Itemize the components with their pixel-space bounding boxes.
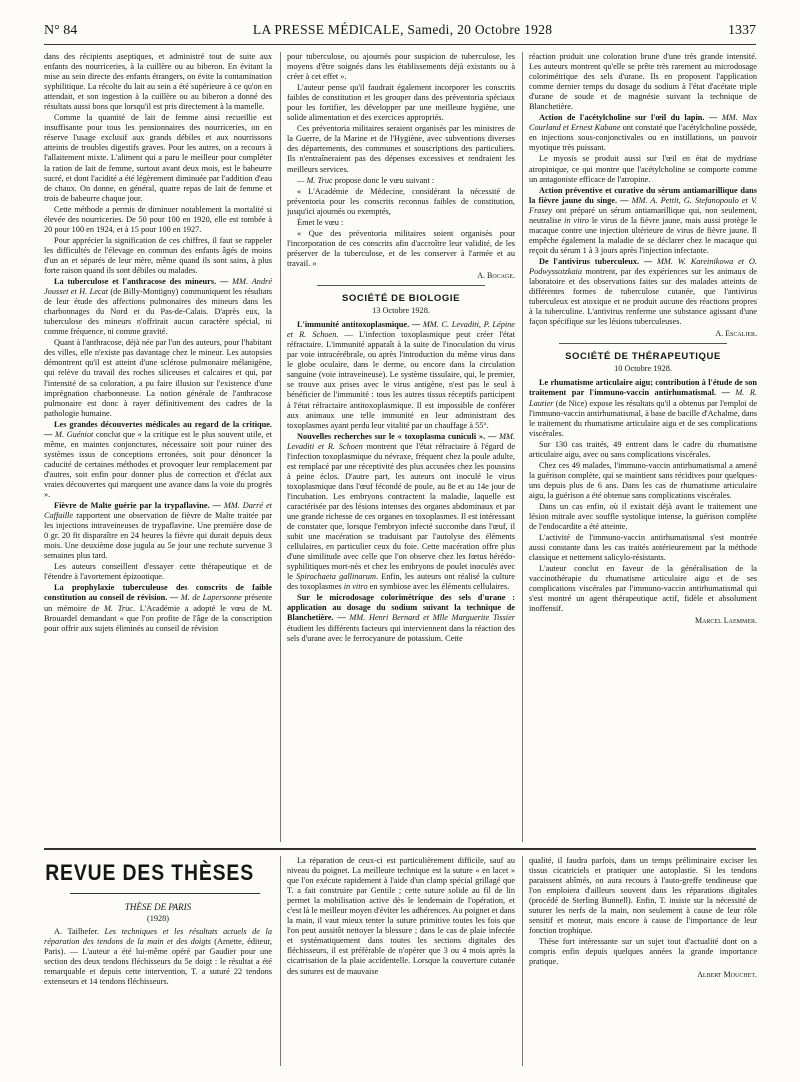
- author-names: MM. Henri Bernard et Mlle Marguerite Tissier: [349, 613, 515, 623]
- article-heading: L'immunité antitoxoplasmique. —: [297, 320, 421, 330]
- paragraph: réaction produit une coloration brune d'une très grande intensité. Les auteurs montrent qu'elle se prête très rarement au microdosage colorimétrique des sels d'urane. Ils en proposent l'application comme dernier temps du dosage du sodium à l'état d'acétate triple d'urane de soude et de magnésie suivant la technique de Blanchetière.: [529, 52, 757, 112]
- paragraph: La réparation de ceux-ci est particulièrement difficile, sauf au niveau du poignet. La meilleure technique est la suture « en lacet » que l'on exécute rapidement à l'aide d'un clamp spécial grillagé que T. a fait construire par Gentile ; cette suture solide au fil de lin permet la mobilisation active dès le lendemain de l'opération, et c'est là le meilleur moyen d'éviter les adhérences. Au poignet et dans la main, il vaut mieux tenter la suture primitive toutes les fois que l'on peut aussitôt nettoyer la blessure ; dans le cas de plaie infectée et systématiquement dans toutes les sections digitales des fléchisseurs, il est préférable de n'opérer que 3 ou 4 mois après la cicatrisation de la plaie accidentelle. Lorsque la couverture cutanée des sutures est de mauvaise: [287, 856, 515, 976]
- latin-term: in vitro: [343, 582, 368, 592]
- article-text: ont préparé un sérum antiamarillique qui, non seulement, neutralise: [529, 205, 757, 225]
- paragraph: dans des récipients aseptiques, et administré tout de suite aux enfants des nourriceries, à la cuillère ou au biberon. En évitant la mise au sein directe des enfants étrangers, on évite la contamination syphilitique. La récolte du lait au sein a été supérieure à ce qu'on en attendait, et son ingestion à la cuillère ou au biberon a donné des résultats aussi bons que lorsqu'il est pris directement à la mamelle.: [44, 52, 272, 112]
- paragraph: Le myosis se produit aussi sur l'œil en état de mydriase atropinique, ce qui montre que l'acétylcholine se comporte comme un antagoniste efficace de l'atropine.: [529, 154, 757, 184]
- article-text: montrent, par des expériences sur les animaux de laboratoire et des observations faites sur des malades atteints de différentes formes de tuberculose cutanée, que l'antivirus tuberculeux est atoxique et ne produit aucune des réactions propres à la tuberculine. L'antivirus renferme une substance agissant d'une façon spécifique sur les lésions tuberculeuses.: [529, 266, 757, 327]
- article-text: . Enfin, les auteurs ont réalisé la culture des toxoplasmes: [287, 572, 515, 592]
- article-text: conclut que « la critique est le plus souvent utile, et même, en maintes conjonctures, nécessaire soit pour ruiner des systèmes issus de conceptions erronées, soit pour dénoncer la caducité de certaines méthodes et provoquer leur remplacement par d'autres, soit enfin pour donner plus de correction et d'éclat aux vraies découvertes qui marquent une avance dans la voie du progrès ».: [44, 429, 272, 500]
- revue-column-3: [529, 856, 757, 1066]
- article-heading: La prophylaxie tuberculeuse des conscrits de faible constitution au conseil de révision. —: [44, 583, 272, 603]
- article-rhumatisme: [529, 378, 757, 438]
- section-date: 13 Octobre 1928.: [372, 306, 430, 316]
- paragraph: [287, 176, 515, 186]
- article-heading: Action préventive et curative du sérum antiamarillique dans la fièvre jaune du singe. —: [529, 185, 757, 205]
- column-3: [529, 52, 757, 842]
- paragraph: pour tuberculose, ou ajournés pour suspicion de tuberculose, les moyens d'être soignés dans les établissements déjà existants ou à créer à cet effet ».: [287, 52, 515, 82]
- paragraph: Thèse fort intéressante sur un sujet tout d'actualité dont on a compris enfin depuis quelques années la grande importance pratique.: [529, 937, 757, 967]
- section-date: 10 Octobre 1928.: [614, 364, 672, 374]
- article-text: (de Billy-Montigny) communiquent les résultats de leur étude des affections pulmonaires des mineurs dans les charbonnages du Nord et du Pas-de-Calais. D'après eux, la tuberculose des mineurs n'offrirait aucun caractère spécial, ni comme fréquence, ni comme gravité.: [44, 287, 272, 337]
- article-acetylcholine: [529, 113, 757, 153]
- signature: Marcel Laemmer.: [694, 616, 757, 626]
- article-heading: Fièvre de Malte guérie par la trypaflavine. —: [54, 501, 221, 511]
- article-heading: Action de l'acétylcholine sur l'œil du lapin. —: [539, 113, 718, 123]
- article-text: — L'infection toxoplasmique peut créer l'état réfractaire. L'immunité apparaît à la suite de l'inoculation du virus par voie intracérébrale, ou après l'introduction du même virus dans le globe oculaire, dans le derme, ou encore dans la circulation sanguine (voie intraveineuse). Le système tissulaire, qui, le premier, se trouve aux prises avec le virus antigène, n'est pas le seul à bénéficier de l'immunité : tous les autres tissus réceptifs participent à l'état réfractaire antitoxoplasmique. Il est impossible de conférer aux animaux une telle immunité en leur administrant des toxoplasmes ayant perdu leur vitalité par un chauffage à 55°.: [287, 330, 515, 430]
- article-malta-fever: [44, 501, 272, 561]
- article-toxoplasma: [287, 432, 515, 593]
- column-divider: [522, 52, 523, 842]
- paragraph: Comme la quantité de lait de femme ainsi recueillie est insuffisante pour tous les pensionnaires des nourriceries, on en réserve l'usage exclusif aux grands débiles et aux nourrissons atteints de troubles digestifs graves. Pour les autres, on a recours à l'allaitement mixte. L'aliment qui a paru le meilleur pour compléter la ration de lait de femme, surtout avant deux mois, est le babeurre sucré, et dont l'acidité a été légèrement diminuée par l'addition d'eau de chaux. On donne, en général, quatre repas de lait de femme et trois de babeurre chaque jour.: [44, 113, 272, 203]
- article-critique: [44, 420, 272, 500]
- article-heading: Nouvelles recherches sur le « toxoplasma cuniculi ». —: [297, 431, 497, 441]
- these-title: Les techniques et les résultats actuels de la réparation des tendons de la main et des doigts: [44, 927, 272, 947]
- article-text: le virus de la fièvre jaune, mais aussi protège le macaque contre une injection ultérieure de virus de fièvre jaune. Il empêche également la maladie de se déclarer chez le macaque qui reçoit du sérum 1 à 3 jours après l'injection infectante.: [529, 215, 757, 255]
- paragraph: Pour apprécier la signification de ces chiffres, il faut se rappeler les difficultés de l'élevage en commun des enfants âgés de moins d'un an et séparés de leur mère, même quand ils sont sains, à plus forte raison quand ils sont débiles ou malades.: [44, 235, 272, 275]
- article-text: présente un mémoire de: [44, 593, 272, 613]
- article-heading: La tuberculose et l'anthracose des mineurs. —: [54, 277, 229, 287]
- these-heading: THÈSE DE PARIS: [124, 902, 192, 912]
- author-names: M. Truc: [103, 603, 133, 613]
- these-text: (Arnette, éditeur, Paris). — L'auteur a été lui-même opéré par Gaudier pour une section des deux tendons fléchisseurs du 5e doigt : le résultat a été remarquable et depuis cette intervention, T. a suturé 22 tendons extenseurs et 14 tendons fléchisseurs.: [44, 937, 272, 987]
- article-text: propose donc le vœu suivant :: [332, 175, 435, 185]
- author-names: MM. C. Levaditi, P. Lépine et R. Schoen.: [287, 320, 515, 340]
- section-heading-biologie: SOCIÉTÉ DE BIOLOGIE: [341, 293, 461, 305]
- author-names: MM. Darré et Caffaille: [44, 501, 272, 521]
- column-1: [44, 52, 272, 842]
- column-2: [287, 52, 515, 842]
- author-names: MM. A. Pettit, G. Stefanopoulo et V. Frasey: [529, 195, 757, 215]
- species-name: Spirochaeta gallinarum: [296, 572, 376, 582]
- article-immunity: [287, 320, 515, 431]
- article-miners: [44, 277, 272, 337]
- article-heading: Les grandes découvertes médicales au regard de la critique. —: [44, 419, 272, 439]
- paragraph: « Que des préventoria militaires soient organisés pour l'incorporation de ces conscrits afin d'accroître leur validité, de les préserver de la tuberculose, et de les conserver à l'armée et au travail. »: [287, 228, 515, 268]
- article-heading: Le rhumatisme articulaire aigu; contribution à l'étude de son traitement par l'immuno-vaccin antirhumatismal. —: [529, 378, 757, 398]
- author-names: MM. Levaditi et R. Schoen: [287, 431, 515, 451]
- page-number-left: N° 84: [44, 23, 78, 38]
- column-divider: [280, 52, 281, 842]
- article-text: ont constaté que l'acétylcholine possède, en injections sous-conjonctivales ou en instillations, un pouvoir myotique très puissant.: [529, 123, 757, 153]
- paragraph: Cette méthode a permis de diminuer notablement la mortalité si élevée des nourriceries. De 50 pour 100 en 1920, elle est tombée à 20 pour 100 en 1924, et à 15 pour 100 en 1927.: [44, 204, 272, 234]
- revue-column-1: [44, 896, 272, 1066]
- paragraph: L'auteur pense qu'il faudrait également incorporer les conscrits faibles de constitution et les grouper dans des préventoria spéciaux pour les fortifier, les développer par une meilleure hygiène, une solide alimentation et des exercices appropriés.: [287, 83, 515, 123]
- paragraph: L'auteur conclut en faveur de la généralisation de la vaccinothérapie du rhumatisme articulaire aigu et de ses complications viscérales par l'immuno-vaccin antirhumatismal qui s'est montré un agent thérapeutique actif, fidèle et absolument inoffensif.: [529, 564, 757, 614]
- paragraph: Chez ces 49 malades, l'immuno-vaccin antirhumatismal a amené la guérison complète, qui se maintient sans récidives pour quelques-uns depuis plus de 6 ans. Dans les cas de rhumatisme articulaire aigu, la guérison a été obtenue sans complications viscérales.: [529, 460, 757, 500]
- article-antivirus: [529, 257, 757, 327]
- author-names: MM. Max Courland et Ernest Kabane: [529, 113, 757, 133]
- author-name: A. Tailhefer.: [54, 927, 99, 937]
- these-entry: [44, 927, 272, 987]
- author-names: M. de Lapersonne: [180, 593, 242, 603]
- paragraph: Les auteurs conseillent d'essayer cette thérapeutique et de l'étendre à l'avortement épizootique.: [44, 562, 272, 582]
- signature: A. Escalier.: [715, 329, 757, 339]
- article-text: (de Nice) expose les résultats qu'il a obtenus par l'emploi de l'immuno-vaccin antirhumatismal, à base de bacille d'Achalme, dans le traitement du rhumatisme articulaire aigu et de ses complications viscérales.: [529, 398, 757, 438]
- article-yellow-fever: [529, 186, 757, 256]
- article-text: en symbiose avec les éléments cellulaires.: [367, 582, 510, 592]
- separator-rule: [317, 285, 485, 286]
- revue-column-2: [287, 856, 515, 1066]
- article-heading: De l'antivirus tuberculeux. —: [539, 256, 653, 266]
- author-names: M. Guéniot: [54, 429, 94, 439]
- author-names: — M. Truc: [297, 175, 333, 185]
- section-heading-therapeutique: SOCIÉTÉ DE THÉRAPEUTIQUE: [565, 351, 721, 363]
- paragraph: « L'Académie de Médecine, considérant la nécessité de préventoria pour les conscrits reconnus faibles de constitution, jusqu'ici ajournés ou exemptés,: [287, 186, 515, 216]
- article-text: étudient les différents facteurs qui interviennent dans la réaction des sels d'urane avec le ferrocyanure de potassium. Cette: [287, 623, 515, 643]
- paragraph: L'activité de l'immuno-vaccin antirhumatismal s'est montrée aussi constante dans les cas traités antérieurement par la méthode classique et nettement salicylo-résistants.: [529, 533, 757, 563]
- signature: A. Bocage.: [477, 270, 515, 280]
- author-names: M. R. Lautier: [529, 388, 757, 408]
- page-header: [44, 22, 756, 45]
- article-text: . L'Académie a adopté le vœu de M. Brouardel demandant « que l'on profite de l'âge de la conscription pour offrir aux sujets éliminés au conseil de révision: [44, 603, 272, 633]
- title-underline: [70, 893, 260, 894]
- article-conscripts: [44, 583, 272, 633]
- paragraph: Émet le vœu :: [297, 217, 344, 227]
- section-divider: [44, 848, 756, 850]
- column-divider: [280, 856, 281, 1066]
- separator-rule: [559, 343, 727, 344]
- paragraph: Ces préventoria militaires seraient organisés par les ministres de la Guerre, de la Marine et de l'Hygiène, avec subventions diverses des départements, des communes et souscriptions des particuliers. Ils n'entraîneraient pas des dépenses excessives et rendraient les meilleurs services.: [287, 124, 515, 174]
- newspaper-title: LA PRESSE MÉDICALE, Samedi, 20 Octobre 1928: [252, 22, 553, 37]
- paragraph: qualité, il faudra parfois, dans un temps préliminaire exciser les tissus cicatriciels et pratiquer une autoplastie. Si les tendons paraissent abîmés, on aura recours à l'auto-greffe tendineuse que l'on emploiera d'ailleurs souvent dans les réparations digitales (procédé de Sterling Bunnell). Enfin, T. insiste sur la nécessité de suturer les nerfs de la main, non seulement à cause de leur rôle sensitif et moteur, mais encore à cause de l'importance de leur fonction trophique.: [529, 856, 757, 936]
- author-names: MM. André Jousset et H. Lecat: [44, 277, 272, 297]
- article-text: rapportent une observation de fièvre de Malte traitée par les injections intraveineuses de trypaflavine. Une première dose de 0 gr. 20 fit disparaître en 24 heures la fièvre qui durait depuis deux mois. Une deuxième dose jugula au 5e jour une rechute survenue 3 semaines plus tard.: [44, 511, 272, 561]
- latin-term: in vitro: [564, 215, 589, 225]
- these-year: (1928): [146, 914, 170, 924]
- paragraph: Sur 130 cas traités, 49 entrent dans le cadre du rhumatisme articulaire aigu, avec ou sans complications viscérales.: [529, 439, 757, 459]
- revue-des-theses-title: REVUE DES THÈSES: [45, 860, 255, 885]
- article-text: montrent que l'état réfractaire à l'égard de l'infection toxoplasmique du névraxe, fréquent chez la poule adulte, est remplacé par une réceptivité des plus accusées chez les poussins à peine éclos. D'autre part, les auteurs ont inoculé le virus toxoplasmique dans l'œuf fécondé de poule, au 8e et au 14e jour de l'incubation. Les embryons contractent la maladie, laquelle est caractérisée par des lésions intenses des organes abdominaux et par une grande richesse de ces organes en toxoplasmes. Il est intéressant de constater que, lorsque l'embryon infecté succombe dans l'œuf, il subit une macération se traduisant par l'autolyse des éléments cellulaires, en particulier ceux du foie. Cette macération offre plus d'une similitude avec celle que l'on observe chez les fœtus hérédo-syphilitiques mort-nés et chez les embryons de poulet inoculés avec le: [287, 441, 515, 582]
- article-heading: Sur le microdosage colorimétrique des sels d'urane : application au dosage du sodium suivant la technique de Blanchetière. —: [287, 593, 515, 623]
- page-number-right: 1337: [727, 23, 756, 38]
- article-urane: [287, 593, 515, 643]
- paragraph: Quant à l'anthracose, déjà née par l'un des auteurs, pour l'habitant des villes, elle n'existe pas davantage chez le mineur. Les autopsies démontrent qu'il est atteint d'une sclérose pulmonaire mélanigène, qui relève du travail des roches siliceuses et calcaires et qui, par l'intensité de sa coloration, a pu faire illusion sur l'existence d'une imprégnation charbonneuse. La notion générale de l'anthracose pulmonaire est donc à rayer définitivement des cadres de la pathologie humaine.: [44, 338, 272, 418]
- column-divider: [522, 856, 523, 1066]
- signature: Albert Mouchet.: [697, 969, 757, 979]
- paragraph: Dans un cas enfin, où il existait déjà avant le traitement une lésion mitrale avec souffle systolique intense, la guérison complète de l'endocardite a été atteinte.: [529, 501, 757, 532]
- author-names: MM. W. Kareinikowa et O. Podwyssotzkaia: [529, 256, 757, 276]
